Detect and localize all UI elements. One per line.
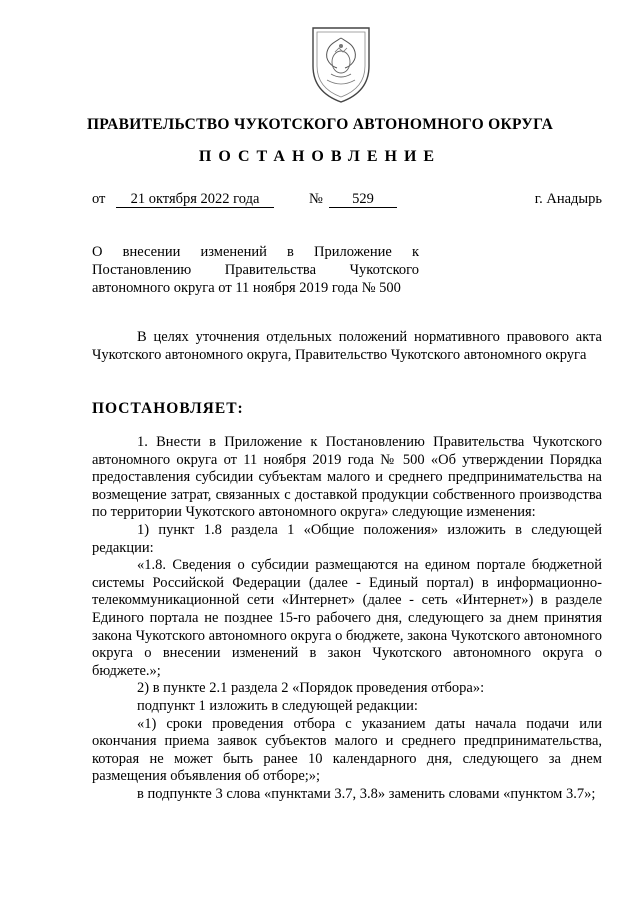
body-paragraph: «1.8. Сведения о субсидии размещаются на едином портале бюджетной системы Российской Федерации (далее - Единый портал) в информационно-телекоммуникационной сети «Интернет» (далее - сеть «Интернет») в разделе Единого портала не позднее 15-го рабочего дня, следующего за днем принятия закона Чукотского автономного округа о бюджете, закона Чукотского автономного округа о внесении изменений в закон Чукотского автономного округа о бюджете.»; xyxy=(92,557,602,679)
document-date: 21 октября 2022 года xyxy=(116,191,274,208)
preamble-text: В целях уточнения отдельных положений нормативного правового акта Чукотского автономного округа, Правительство Чукотского автономного округа xyxy=(92,329,602,363)
body-paragraph: подпункт 1 изложить в следующей редакции: xyxy=(137,697,418,714)
date-prefix: от xyxy=(92,191,106,207)
chukotka-coat-of-arms-icon xyxy=(305,22,377,106)
subject-line: Постановлению Правительства Чукотского xyxy=(92,262,419,278)
subject-line: автономного округа от 11 ноября 2019 года № 500 xyxy=(92,280,401,296)
body-paragraph: «1) сроки проведения отбора с указанием даты начала подачи или окончания приема заявок субъектов малого и среднего предпринимательства, которая не может быть ранее 10 календарного дня, следующего за днем размещения объявления об отборе;»; xyxy=(92,715,602,785)
subject-line: О внесении изменений в Приложение к xyxy=(92,244,419,260)
body-paragraph: 2) в пункте 2.1 раздела 2 «Порядок проведения отбора»: xyxy=(137,680,485,697)
document-city: г. Анадырь xyxy=(534,191,602,207)
document-body xyxy=(92,434,602,803)
body-paragraph: 1) пункт 1.8 раздела 1 «Общие положения» изложить в следующей редакции: xyxy=(92,521,602,556)
document-type-title: ПОСТАНОВЛЕНИЕ xyxy=(198,148,442,165)
preamble xyxy=(92,328,602,364)
government-title: ПРАВИТЕЛЬСТВО ЧУКОТСКОГО АВТОНОМНОГО ОКРУГА xyxy=(86,116,554,133)
body-paragraph: 1. Внести в Приложение к Постановлению Правительства Чукотского автономного округа от 11 ноября 2019 года № 500 «Об утверждении Порядка предоставления субсидии субъектам малого и среднего предпринимательства на возмещение затрат, связанных с доставкой продукции собственного производства по территории Чукотского автономного округа» следующие изменения: xyxy=(92,434,602,521)
date-number-line xyxy=(92,191,602,213)
body-paragraph: в подпункте 3 слова «пунктами 3.7, 3.8» заменить словами «пунктом 3.7»; xyxy=(137,785,596,802)
resolves-heading: ПОСТАНОВЛЯЕТ: xyxy=(92,400,244,417)
document-number: 529 xyxy=(329,191,397,208)
document-subject xyxy=(92,243,419,297)
number-prefix: № xyxy=(309,191,323,207)
